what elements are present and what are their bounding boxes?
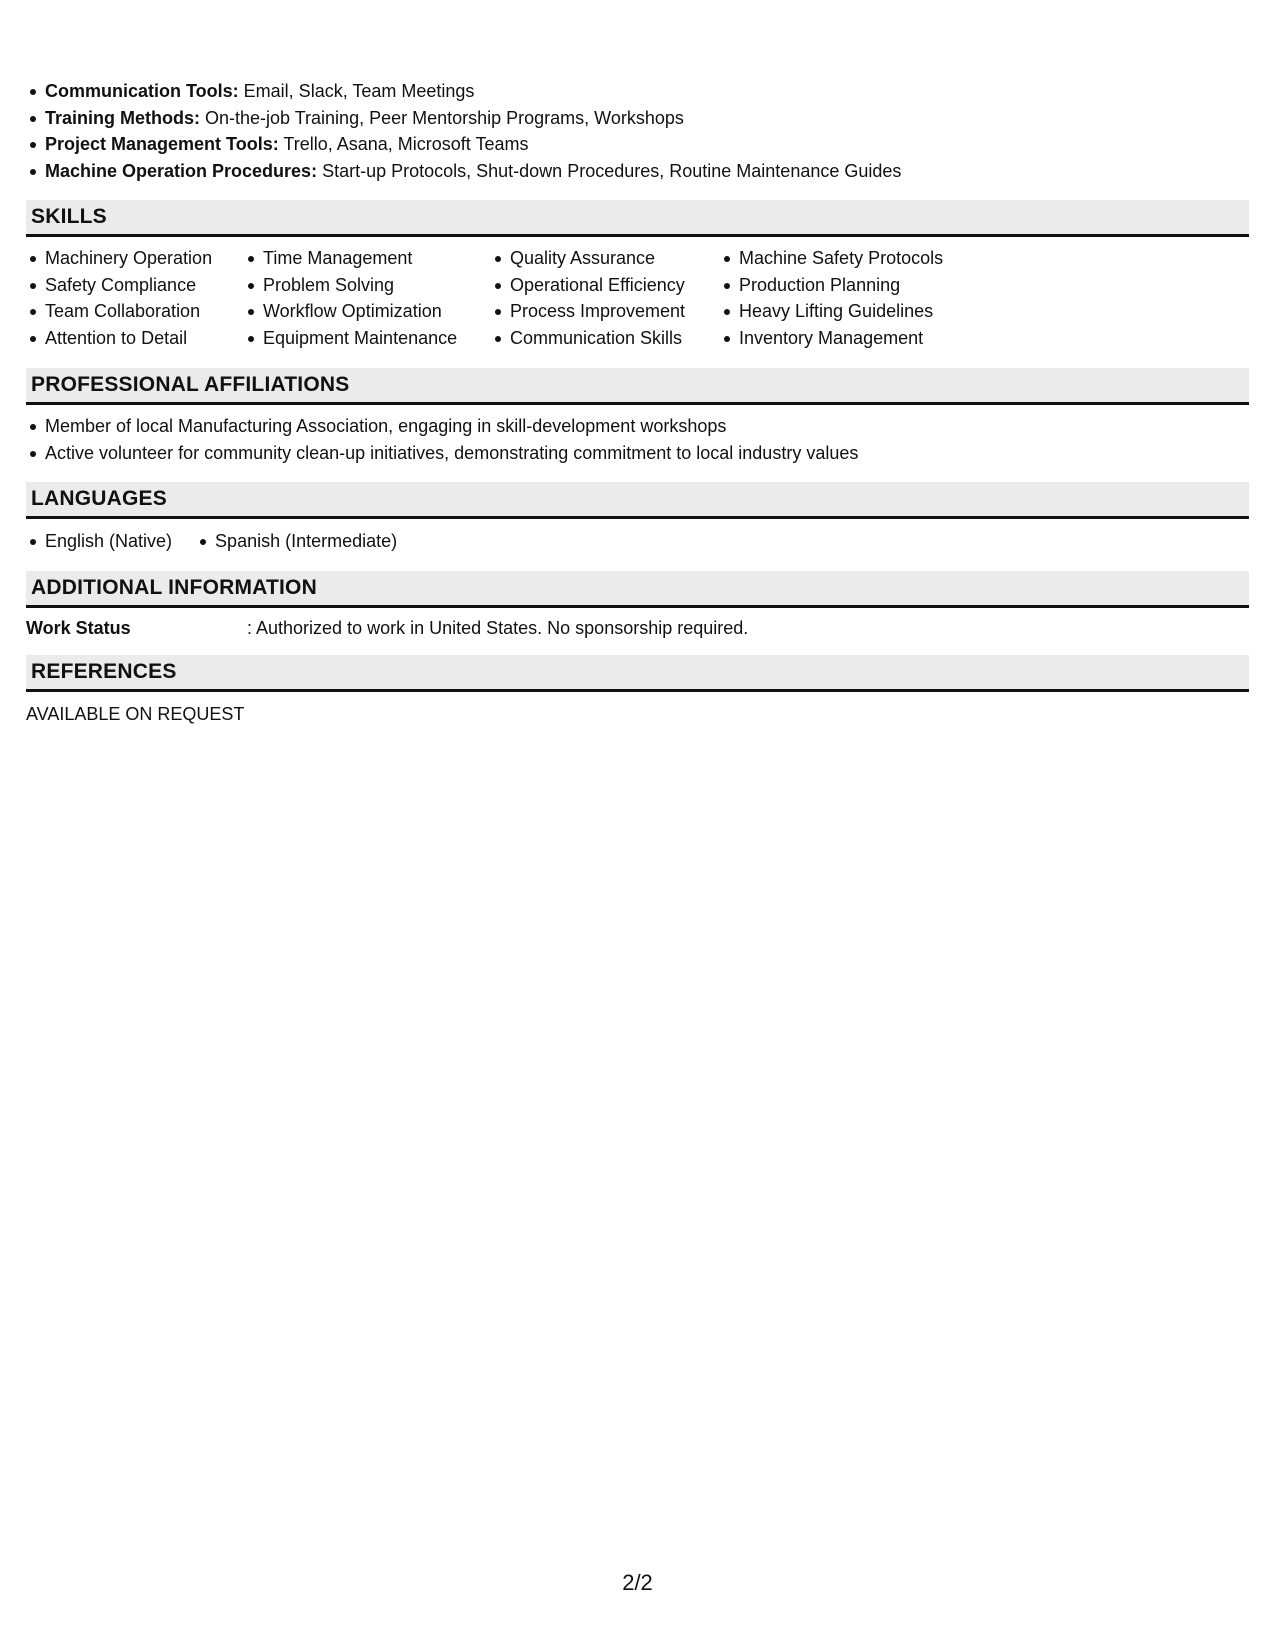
skill-item: Quality Assurance — [491, 245, 720, 272]
list-item — [26, 131, 1249, 158]
skills-column — [244, 245, 491, 351]
tool-value: Start-up Protocols, Shut-down Procedures, Routine Maintenance Guides — [317, 160, 902, 181]
skills-column — [491, 245, 720, 351]
skill-item: Attention to Detail — [26, 325, 244, 352]
tool-label: Machine Operation Procedures: — [45, 160, 318, 181]
skill-item: Communication Skills — [491, 325, 720, 352]
list-item — [26, 158, 1249, 185]
skill-item: Machinery Operation — [26, 245, 244, 272]
skills-grid — [26, 245, 1249, 351]
skill-item: Operational Efficiency — [491, 272, 720, 299]
skill-item: Heavy Lifting Guidelines — [720, 298, 980, 325]
page-number: 2/2 — [622, 1570, 653, 1595]
affiliations-section-title: PROFESSIONAL AFFILIATIONS — [26, 368, 1249, 405]
affiliations-list — [26, 413, 1249, 466]
language-item: English (Native) — [26, 528, 172, 555]
affiliation-item: Member of local Manufacturing Association, engaging in skill-development workshops — [26, 413, 1249, 440]
work-status-label: Work Status — [26, 617, 131, 638]
list-item — [26, 105, 1249, 132]
skill-item: Machine Safety Protocols — [720, 245, 980, 272]
languages-section-title: LANGUAGES — [26, 482, 1249, 519]
tool-value: Email, Slack, Team Meetings — [238, 81, 475, 101]
skill-item: Problem Solving — [244, 272, 491, 299]
tool-label: Project Management Tools: — [45, 134, 279, 154]
skill-item: Equipment Maintenance — [244, 325, 491, 352]
list-item — [26, 78, 1249, 105]
skill-item: Production Planning — [720, 272, 980, 299]
skill-item: Team Collaboration — [26, 298, 244, 325]
tools-list — [26, 78, 1249, 184]
additional-info-section-title: ADDITIONAL INFORMATION — [26, 571, 1249, 608]
skills-section-title: SKILLS — [26, 200, 1249, 237]
skill-item: Inventory Management — [720, 325, 980, 352]
skills-column — [720, 245, 980, 351]
skills-column — [26, 245, 244, 351]
language-item: Spanish (Intermediate) — [196, 528, 397, 555]
skill-item: Workflow Optimization — [244, 298, 491, 325]
references-section-title: REFERENCES — [26, 655, 1249, 692]
tool-label: Training Methods: — [45, 107, 200, 128]
tool-value: Trello, Asana, Microsoft Teams — [278, 134, 529, 154]
skill-item: Time Management — [244, 245, 491, 272]
tool-value: On-the-job Training, Peer Mentorship Programs, Workshops — [200, 107, 684, 128]
work-status-row — [26, 616, 1249, 640]
work-status-value: : Authorized to work in United States. No sponsorship required. — [247, 617, 749, 638]
tool-label: Communication Tools: — [45, 81, 239, 101]
skill-item: Safety Compliance — [26, 272, 244, 299]
skill-item: Process Improvement — [491, 298, 720, 325]
affiliation-item: Active volunteer for community clean-up initiatives, demonstrating commitment to local industry values — [26, 440, 1249, 467]
languages-list — [26, 528, 1249, 555]
references-text: AVAILABLE ON REQUEST — [26, 703, 245, 724]
resume-page — [26, 78, 1249, 726]
